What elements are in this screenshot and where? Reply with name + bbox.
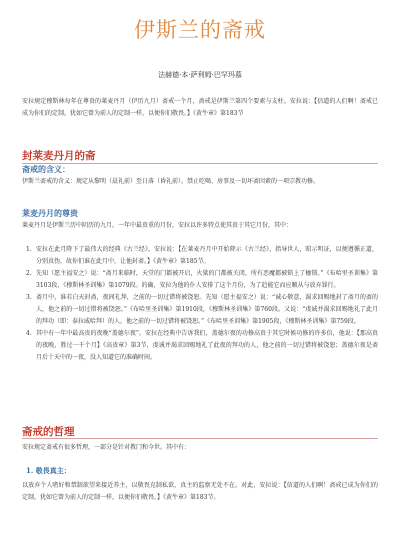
piety-paragraph: 以放弃个人嗜好和禁制欲望来接近养主，以敬畏克制私欲，真主的监察无处不在。对此，安拉说：【信道的人们啊！斋戒已成为你们的定制，犹如它曾为前人的定制一样，以便你们敬畏。】《黄牛章》第183节。 — [22, 482, 378, 501]
section-heading-ramadan: 封莱麦丹月的斋 — [22, 150, 96, 162]
subheading-virtue: 莱麦丹月的尊贵 — [22, 208, 78, 218]
list-item-text: 先知（愿主福安之）说：“斋月来临时，天堂的门都被开启，火狱的门都被关闭，所有恶魔都被锁上了枷锁。”《布哈里圣训集》第3103段，《穆斯林圣训集》第1079段。的确，安拉为他的仆人安排了这个月份，为了趋能它而应顺从与放弃罪行。 — [36, 270, 378, 289]
section-divider — [22, 438, 378, 439]
list-item-number: 1. — [26, 246, 32, 253]
list-item-number: 4. — [26, 330, 32, 337]
list-item-number: 3. — [26, 294, 32, 301]
section-heading-wisdom: 斋戒的哲理 — [22, 426, 75, 438]
list-item — [22, 328, 378, 364]
list-item-text: 斋月中，谁若白天封斋，夜间礼拜，之前的一切过错将被饶恕。先知（愿主福安之）说：“诚心敬意，渴求回赐地封了斋月的斋的人，他之前的一切过错将被饶恕。”《布哈里圣训集》第1910段，《穆斯林圣训集》第760段。又说：“虔诚并渴求回赐地礼了此月的拜功（即：泰拉威哈拜）的人，他之前的一切过错将被饶恕。”《布哈里圣训集》第1905段，《穆斯林圣训集》第759段。 — [36, 294, 378, 325]
intro-paragraph: 安拉规定穆斯林每年在尊贵的莱麦丹月（伊历九月）斋戒一个月，斋戒是伊斯兰第四个要素与支柱。安拉说：【信道的人们啊！斋戒已成为你们的定制，犹如它曾为前人的定制一样，以便你们敬畏。】《黄牛章》第183节 — [22, 98, 378, 117]
wisdom-intro-paragraph: 安拉规定斋戒有很多哲理，一部分是针对教门和今世。其中有： — [22, 444, 191, 451]
subheading-meaning: 斋戒的含义： — [22, 164, 70, 174]
list-item-text: 其中有一年中最高贵的夜晚“盖德尔夜”。安拉在经典中告诉我们，盖德尔夜的功修高贵于其它时候功修的许多倍，他说：【那高贵的夜晚，胜过一千个月】《高贵章》第3节，虔诚并渴求回赐地礼了此夜的拜功的人，他之前的一切过错将被饶恕；盖德尔夜是斋月后十天中的一夜，没人知道它的准确时间。 — [36, 330, 378, 361]
subheading-piety: 1. 敬畏真主： — [26, 466, 71, 475]
list-item — [22, 268, 378, 292]
section-divider — [22, 163, 378, 164]
virtue-list — [22, 244, 378, 364]
virtue-paragraph: 莱麦丹月是伊斯兰历中阴历的九月，一年中最贵重的月份，安拉以许多特点使其贵于其它月份，其中： — [22, 222, 293, 229]
author-name: 法赫德·本·萨利姆·巴罕玛慕 — [158, 71, 242, 79]
meaning-paragraph: 伊斯兰斋戒的含义：规定从黎明（晨礼前）至日落（昏礼前），禁止吃喝、房事及一切坏斋因素的一项宗教功修。 — [22, 178, 320, 185]
document-title: 伊斯兰的斋戒 — [134, 18, 266, 42]
list-item — [22, 292, 378, 328]
list-item-number: 2. — [26, 270, 32, 277]
list-item — [22, 244, 378, 268]
list-item-text: 安拉在此月降下了最伟大的经典《古兰经》，安拉说：【在莱麦丹月中开始降示《古兰经》，指导世人，昭示明证，以便遵循正道，分别真伪，故你们谁在此月中，让他封斋。】《黄牛章》第185节。 — [36, 246, 378, 265]
